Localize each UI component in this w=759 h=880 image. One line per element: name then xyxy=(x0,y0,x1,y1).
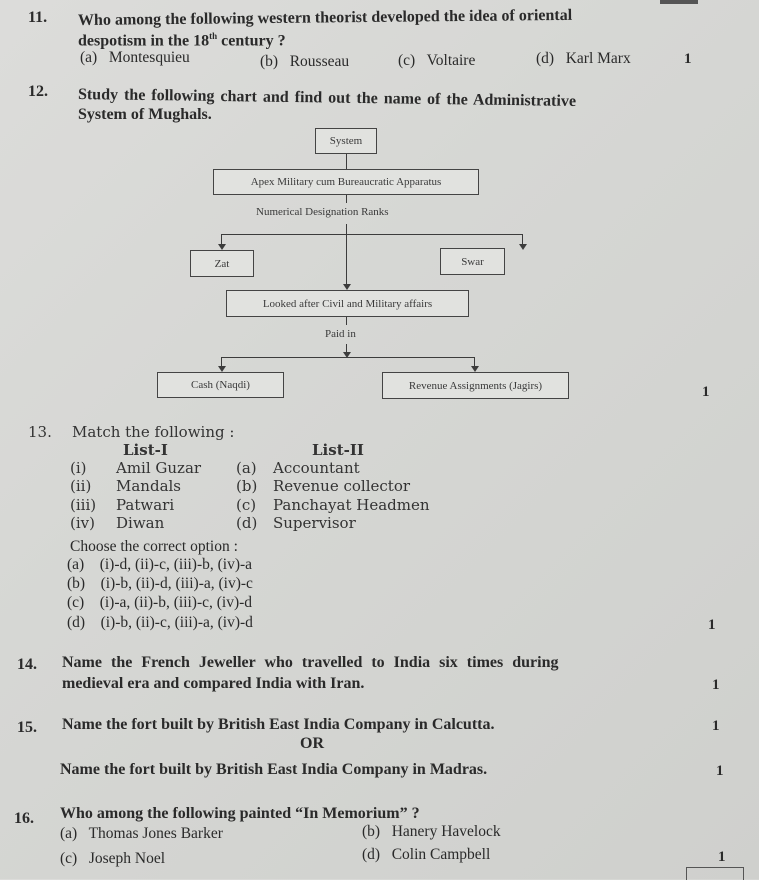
question-text-line2: System of Mughals. xyxy=(78,106,212,123)
page-edge-mark xyxy=(660,0,698,4)
box-label: Looked after Civil and Military affairs xyxy=(262,297,433,310)
box-label: Apex Military cum Bureaucratic Apparatus xyxy=(250,176,442,188)
box-label: Zat xyxy=(214,257,230,270)
list-2-item: Accountant xyxy=(273,459,360,477)
box-label: Revenue Assignments (Jagirs) xyxy=(408,379,543,392)
option-b[interactable] xyxy=(67,575,253,593)
list-1-key: (iii) xyxy=(70,496,97,514)
option-text: (i)-b, (ii)-c, (iii)-a, (iv)-d xyxy=(100,614,253,631)
question-number: 14. xyxy=(17,656,37,673)
option-text: Colin Campbell xyxy=(391,846,491,863)
option-key: (c) xyxy=(60,850,78,867)
box-system xyxy=(315,128,377,154)
label-paid-in: Paid in xyxy=(325,328,356,340)
question-number: 13. xyxy=(28,423,52,441)
list-2-key: (c) xyxy=(236,496,257,514)
box-label: Cash (Naqdi) xyxy=(191,379,250,391)
list-1-key: (iv) xyxy=(70,514,95,532)
box-label: System xyxy=(329,135,363,147)
list-1-item: Patwari xyxy=(116,496,175,514)
question-text-line1: Name the French Jeweller who travelled to India six times during xyxy=(62,654,559,671)
box-swar xyxy=(440,248,505,275)
option-c[interactable] xyxy=(60,850,165,868)
question-title: Match the following : xyxy=(72,423,235,441)
option-b[interactable] xyxy=(260,53,349,71)
option-key: (a) xyxy=(60,825,78,842)
list-2-item: Supervisor xyxy=(273,514,356,532)
connector xyxy=(346,224,347,284)
option-key: (a) xyxy=(67,556,85,573)
option-d[interactable] xyxy=(536,50,631,68)
list-2-key: (d) xyxy=(236,514,258,532)
marks: 1 xyxy=(712,718,720,734)
list-1-item: Diwan xyxy=(116,514,165,532)
question-number: 16. xyxy=(14,810,34,827)
list-2-item: Panchayat Headmen xyxy=(273,496,430,514)
connector xyxy=(221,234,523,235)
option-b[interactable] xyxy=(362,823,501,841)
label-ranks: Numerical Designation Ranks xyxy=(256,206,389,218)
list-2-heading: List-II xyxy=(312,441,364,459)
option-text: (i)-b, (ii)-d, (iii)-a, (iv)-c xyxy=(100,575,253,592)
option-text: Montesquieu xyxy=(108,49,190,66)
list-1-key: (i) xyxy=(70,459,87,477)
option-key: (d) xyxy=(362,846,381,863)
or-separator: OR xyxy=(300,735,324,752)
option-a[interactable] xyxy=(67,556,252,574)
list-1-heading: List-I xyxy=(123,441,168,459)
option-a[interactable] xyxy=(60,825,223,843)
box-revenue xyxy=(382,372,569,399)
option-text: Rousseau xyxy=(289,53,350,70)
option-text: Karl Marx xyxy=(565,50,631,67)
question-text-line2: medieval era and compared India with Iran. xyxy=(62,675,365,692)
page-corner-box xyxy=(686,867,744,880)
choose-instruction: Choose the correct option : xyxy=(70,538,238,555)
option-text: Hanery Havelock xyxy=(391,823,501,840)
option-c[interactable] xyxy=(67,594,252,612)
list-2-item: Revenue collector xyxy=(273,477,411,495)
connector xyxy=(346,317,347,325)
option-a[interactable] xyxy=(80,49,190,67)
question-text-line2 xyxy=(78,31,286,50)
connector xyxy=(346,154,347,169)
question-text: Who among the following painted “In Memorium” ? xyxy=(60,805,420,822)
question-text-line1: Name the fort built by British East India Company in Calcutta. xyxy=(62,716,495,733)
option-text: Voltaire xyxy=(426,52,476,69)
option-text: Thomas Jones Barker xyxy=(88,825,223,842)
option-key: (b) xyxy=(260,53,279,70)
box-zat xyxy=(190,250,254,277)
list-2-key: (b) xyxy=(236,477,258,495)
list-1-item: Mandals xyxy=(116,477,182,495)
box-looked-after xyxy=(226,290,469,317)
marks: 1 xyxy=(684,51,692,67)
question-number: 11. xyxy=(28,9,48,26)
option-c[interactable] xyxy=(398,52,475,70)
arrow-down-icon xyxy=(519,244,527,250)
marks: 1 xyxy=(716,763,724,779)
list-2-key: (a) xyxy=(236,459,257,477)
option-key: (b) xyxy=(362,823,381,840)
marks: 1 xyxy=(708,617,716,633)
text: despotism in the 18 xyxy=(78,32,210,50)
question-text-line1: Study the following chart and find out the name of the Administrative xyxy=(77,86,577,110)
list-1-item: Amil Guzar xyxy=(116,459,202,477)
text: century ? xyxy=(217,32,286,50)
marks: 1 xyxy=(712,677,720,693)
option-text: Joseph Noel xyxy=(88,850,166,867)
option-key: (c) xyxy=(67,594,85,611)
connector xyxy=(221,357,475,358)
question-text-line2: Name the fort built by British East India Company in Madras. xyxy=(60,761,488,778)
superscript: th xyxy=(209,31,218,41)
option-d[interactable] xyxy=(362,846,490,864)
option-d[interactable] xyxy=(67,614,253,632)
option-text: (i)-d, (ii)-c, (iii)-b, (iv)-a xyxy=(99,556,253,573)
question-number: 12. xyxy=(28,83,48,100)
connector xyxy=(346,195,347,203)
option-text: (i)-a, (ii)-b, (iii)-c, (iv)-d xyxy=(99,594,253,611)
question-number: 15. xyxy=(17,719,37,736)
box-cash xyxy=(157,372,284,398)
list-1-key: (ii) xyxy=(70,477,92,495)
option-key: (d) xyxy=(67,614,86,631)
option-key: (c) xyxy=(398,52,416,69)
marks: 1 xyxy=(718,849,726,865)
question-text-line1: Who among the following western theorist developed the idea of oriental xyxy=(77,6,573,29)
option-key: (d) xyxy=(536,50,555,67)
box-label: Swar xyxy=(461,255,484,268)
option-key: (a) xyxy=(80,49,98,66)
option-key: (b) xyxy=(67,575,86,592)
box-apex xyxy=(213,169,479,195)
marks: 1 xyxy=(702,384,710,400)
